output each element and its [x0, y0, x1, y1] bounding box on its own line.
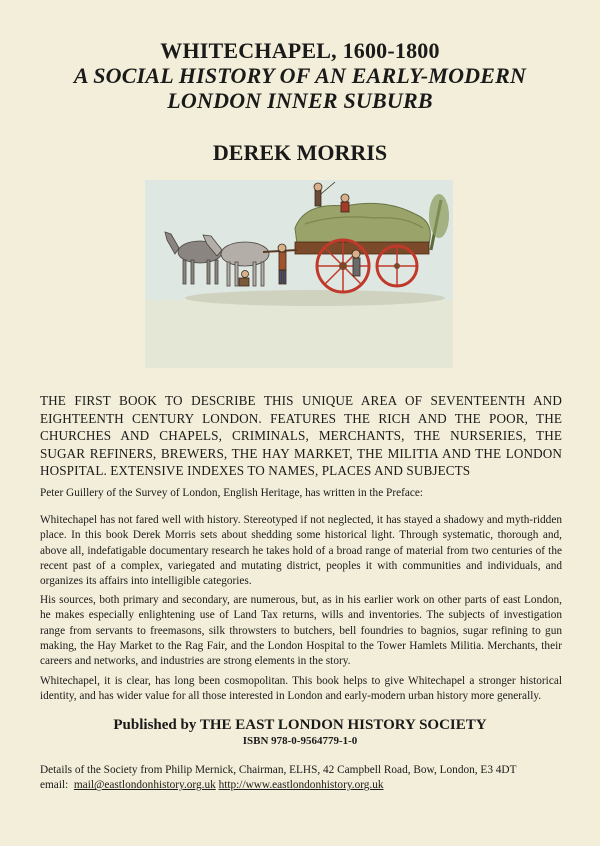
cover-illustration	[145, 180, 453, 368]
preface-paragraph-3: Whitechapel, it is clear, has long been cosmopolitan. This book helps to give Whitechapel a stronger historical identity, and has wider value for all those interested in London and early-modern urban history more generally.	[40, 675, 562, 703]
society-details	[40, 763, 570, 794]
email-link[interactable]: mail@eastlondonhistory.org.uk	[73, 779, 216, 792]
details-text: Details of the Society from Philip Mernick, Chairman, ELHS, 42 Campbell Road, Bow, London, E3 4DT	[40, 764, 517, 776]
book-title: WHITECHAPEL, 1600-1800	[160, 38, 440, 63]
book-subtitle-line1: A SOCIAL HISTORY OF AN EARLY-MODERN	[73, 63, 527, 88]
hay-cart-icon	[145, 180, 453, 368]
publisher-line: Published by THE EAST LONDON HISTORY SOCIETY	[113, 717, 487, 733]
preface-paragraph-1: Whitechapel has not fared well with history. Stereotyped if not neglected, it has stayed a shadowy and myth-ridden place. In this book Derek Morris sets about shedding some historical light. Through systematic, thorough and, above all, indefatigable documentary research he takes hold of a broad range of material from two centuries of the recent past of a complex, variegated and mutating district, peoples it with communities and individuals, and organizes its affairs into intelligible categories.	[40, 514, 562, 588]
website-link[interactable]: http://www.eastlondonhistory.org.uk	[218, 779, 384, 792]
preface-intro: Peter Guillery of the Survey of London, English Heritage, has written in the Preface:	[40, 487, 424, 499]
preface-paragraph-2: His sources, both primary and secondary, are numerous, but, as in his earlier work on other parts of east London, he makes especially enlightening use of Land Tax returns, wills and inventories. The subjects of investigation range from servants to freemasons, silk throwsters to butchers, bell foundries to bagnios, sugar refining to gun making, the Hay Market to the Rag Fair, and the London Hospital to the Tower Hamlets Militia. Merchants, their careers and networks, and industries are strong elements in the story.	[40, 594, 562, 668]
book-subtitle-line2: LONDON INNER SUBURB	[167, 88, 433, 113]
summary-text: THE FIRST BOOK TO DESCRIBE THIS UNIQUE AREA OF SEVENTEENTH AND EIGHTEENTH CENTURY LONDON. FEATURES THE RICH AND THE POOR, THE CHURCHES AND CHAPELS, CRIMINALS, MERCHANTS, THE NURSERIES, THE SUGAR REFINERS, BREWERS, THE HAY MARKET, THE MILITIA AND THE LONDON HOSPITAL. EXTENSIVE INDEXES TO NAMES, PLACES AND SUBJECTS	[40, 393, 562, 479]
email-label: email:	[40, 779, 69, 792]
title-block	[0, 38, 600, 113]
publisher-block	[0, 716, 600, 749]
author-name: DEREK MORRIS	[212, 140, 388, 165]
contact-line	[40, 778, 570, 793]
isbn: ISBN 978-0-9564779-1-0	[242, 735, 358, 747]
